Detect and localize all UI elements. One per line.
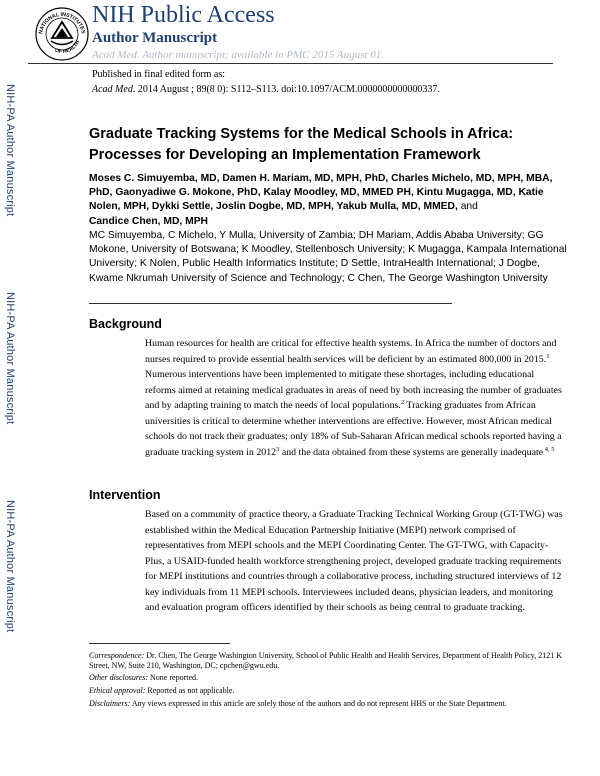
background-paragraph	[145, 336, 567, 460]
footnote-correspondence	[89, 651, 571, 672]
footnote-disclaimers	[89, 699, 571, 709]
other-disclosures-text: None reported.	[148, 673, 199, 682]
intervention-paragraph: Based on a community of practice theory, a Graduate Tracking Technical Working Group (GT-TWG) was established within the Medical Education Partnership Initiative (MEPI) network comprised of representatives from MEPI schools and the MEPI Coordinating Center. The GT-TWG, with Capacity-Plus, a USAID-funded health workforce strengthening project, developed graduate tracking requirements for MEPI institutions and countries through a collaborative process, including structured interviews of 12 key individuals from 11 MEPI schools. Interviewees included deans, physician leaders, and monitoring and evaluation program officers identified by their schools as being central to graduate tracking.	[145, 509, 563, 613]
footnote-other-disclosures	[89, 673, 571, 683]
citation-details: . 2014 August ; 89(8 0): S112–S113. doi:10.1097/ACM.0000000000000337.	[132, 84, 440, 95]
correspondence-text: Dr. Chen, The George Washington University, School of Public Health and Health Services, Department of Health Policy, 2121 K Street, NW, Suite 210, Washington, DC; cpchen@gwu.edu.	[89, 651, 563, 671]
reference-4-5[interactable]: 4, 5	[543, 445, 555, 453]
published-in-line: Published in final edited form as:	[92, 69, 226, 80]
disclaimers-label: Disclaimers:	[89, 699, 131, 708]
ethical-approval-label: Ethical approval:	[89, 686, 146, 695]
header-title: NIH Public Access	[92, 2, 275, 28]
affiliations: MC Simuyemba, C Michelo, Y Mulla, University of Zambia; DH Mariam, Addis Ababa University; GG Mokone, University of Botswana; K Moodley, Stellenbosch University; K Mugagga, Kampala International University; K Nolen, Public Health Informatics Institute; D Settle, IntraHealth International; J Dogbe, Kwame Nkrumah University of Science and Technology; C Chen, The George Washington University	[89, 230, 567, 284]
reference-1[interactable]: 1	[546, 352, 550, 360]
article-title: Graduate Tracking Systems for the Medical Schools in Africa: Processes for Developing an Implementation Framework	[89, 126, 514, 163]
correspondence-label: Correspondence:	[89, 651, 145, 660]
reference-3[interactable]: 3	[276, 445, 280, 453]
header-divider	[28, 63, 553, 64]
authors-last: Candice Chen, MD, MPH	[89, 215, 208, 227]
side-label-middle: NIH-PA Author Manuscript	[4, 292, 16, 425]
side-label-top: NIH-PA Author Manuscript	[4, 84, 16, 217]
intervention-heading: Intervention	[89, 488, 161, 502]
citation-line	[92, 84, 440, 95]
background-text-4: and the data obtained from these systems are generally inadequate	[279, 446, 544, 458]
background-text-3: Tracking graduates from African universities is critical to determine whether interventions are effective. However, most African medical schools do not track their graduates; only 18% of Sub-Saharan African medical schools reported having a graduate tracking system in 2012	[145, 400, 562, 458]
affiliation-divider	[89, 303, 452, 304]
authors-conjunction: and	[457, 201, 478, 213]
footnote-ethical-approval	[89, 686, 571, 696]
background-text-1: Human resources for health are critical for effective health systems. In Africa the number of doctors and nurses required to provide essential health services will be deficient by an estimated 800,000 in 2015.	[145, 338, 557, 365]
authors-main: Moses C. Simuyemba, MD, Damen H. Mariam, MD, MPH, PhD, Charles Michelo, MD, MPH, MBA, PhD, Gaonyadiwe G. Mokone, PhD, Kalay Moodley, MD, MMED PH, Kintu Mugagga, MD, Katie Nolen, MPH, Dykki Settle, Joslin Dogbe, MD, MPH, Yakub Mulla, MD, MMED,	[89, 173, 553, 213]
background-text-2: Numerous interventions have been implemented to mitigate these shortages, including educational reforms aimed at retaining medical graduates in areas of need by both increasing the number of graduates and by adapting training to match the needs of local populations.	[145, 369, 562, 411]
availability-note: Acad Med. Author manuscript; available in PMC 2015 August 01.	[92, 49, 384, 61]
background-heading: Background	[89, 317, 162, 331]
disclaimers-text: Any views expressed in this article are solely those of the authors and do not represent HHS or the State Department.	[130, 699, 507, 708]
ethical-approval-text: Reported as not applicable.	[145, 686, 235, 695]
footnote-divider	[89, 643, 230, 644]
side-label-bottom: NIH-PA Author Manuscript	[4, 500, 16, 633]
svg-text:NATIONAL INSTITUTES: NATIONAL INSTITUTES	[38, 11, 86, 35]
other-disclosures-label: Other disclosures:	[89, 673, 149, 682]
header-subtitle: Author Manuscript	[92, 30, 218, 46]
reference-2[interactable]: 2	[400, 399, 405, 406]
nih-seal-logo	[34, 6, 90, 62]
svg-text:OF HEALTH: OF HEALTH	[54, 39, 82, 55]
author-list	[89, 172, 569, 229]
journal-name: Acad Med	[92, 84, 133, 95]
